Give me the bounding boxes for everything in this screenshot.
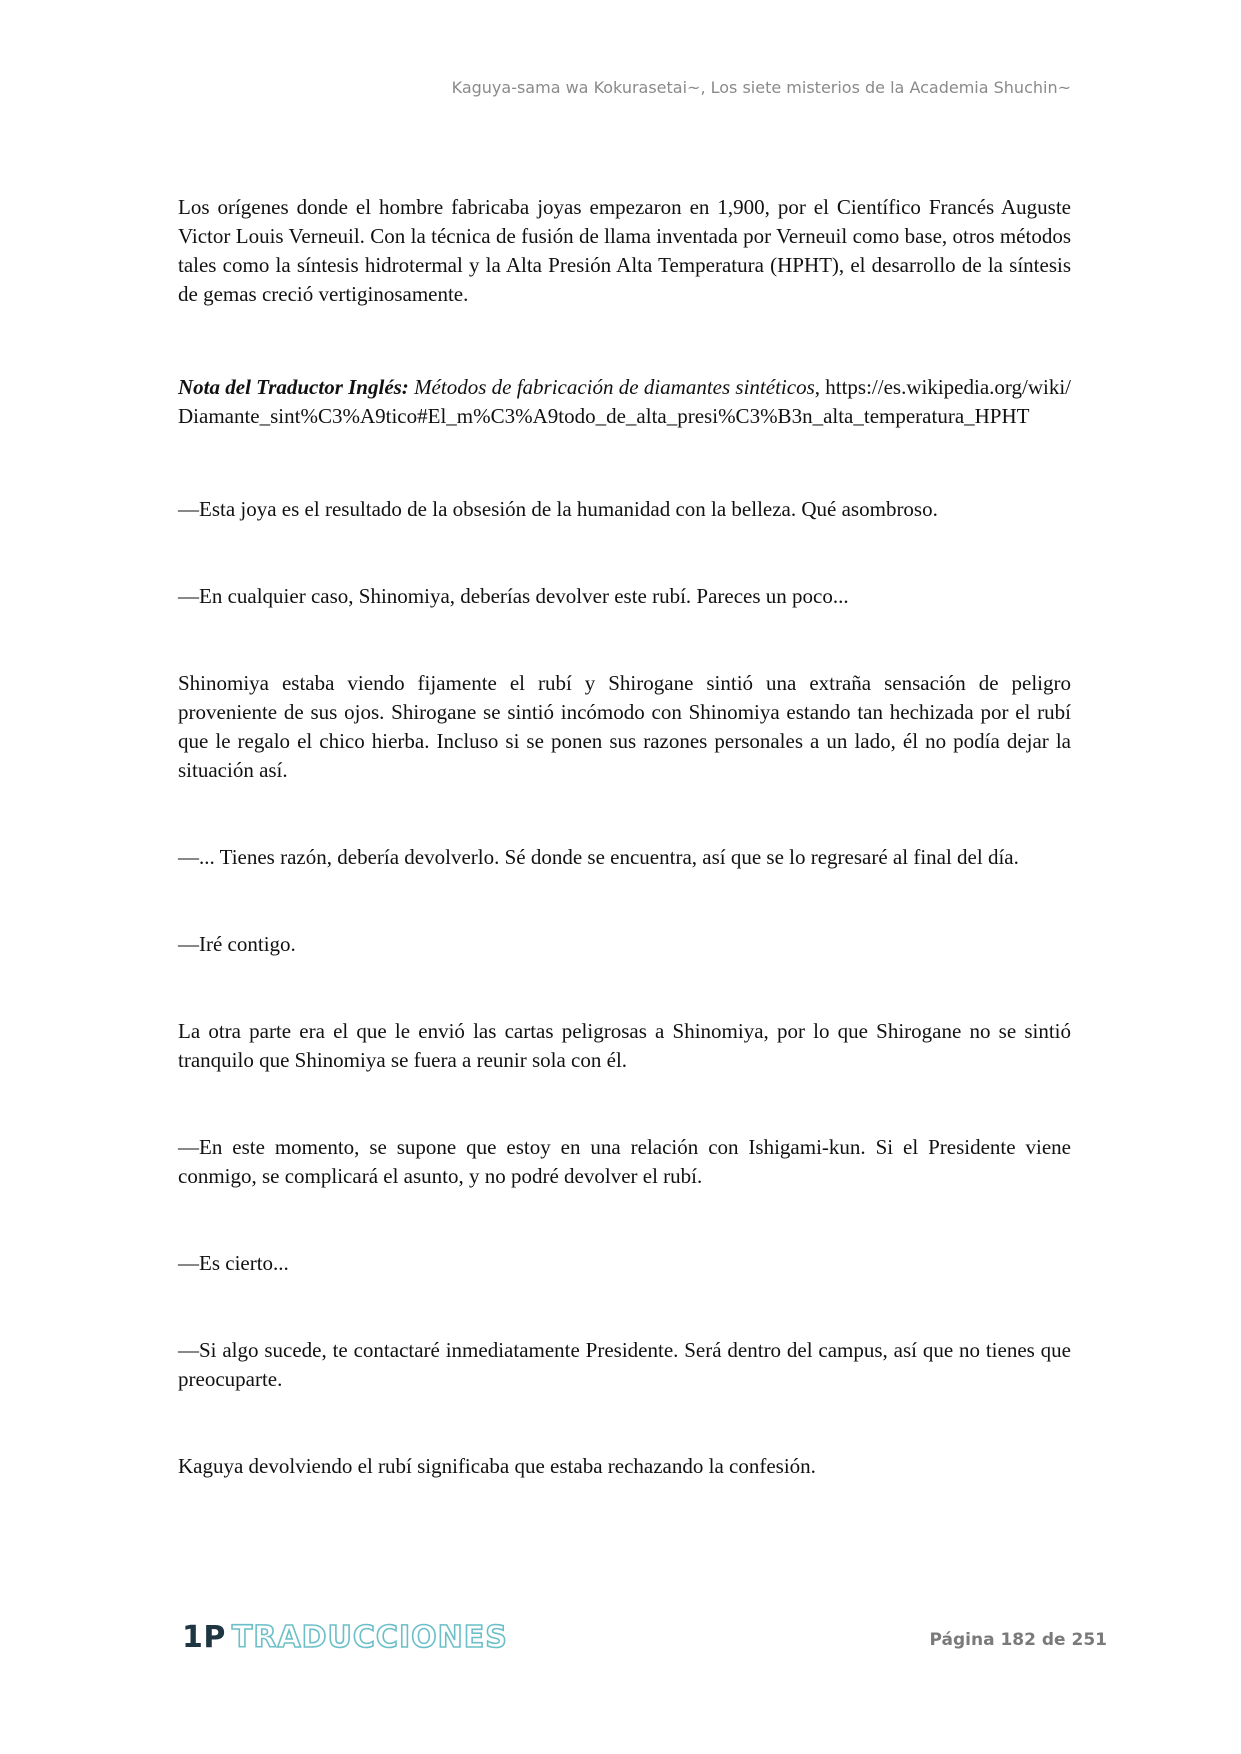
- paragraph-11: —Si algo sucede, te contactaré inmediatamente Presidente. Será dentro del campus, así que no tienes que preocuparte.: [178, 1338, 1071, 1391]
- running-header: Kaguya-sama wa Kokurasetai~, Los siete misterios de la Academia Shuchin~: [451, 78, 1071, 97]
- body-text: [178, 193, 1071, 1481]
- paragraph-8: La otra parte era el que le envió las cartas peligrosas a Shinomiya, por lo que Shirogane no se sintió tranquilo que Shinomiya se fuera a reunir sola con él.: [178, 1019, 1071, 1072]
- translator-note-title: Métodos de fabricación de diamantes sintéticos: [414, 375, 815, 399]
- logo-number: 1P: [182, 1620, 226, 1655]
- page-number: Página 182 de 251: [929, 1630, 1107, 1650]
- paragraph-3: —Esta joya es el resultado de la obsesión de la humanidad con la belleza. Qué asombroso.: [178, 497, 938, 521]
- translator-note-url[interactable]: https://es.wikipedia.org/wiki/Diamante_sint%C3%A9tico#El_m%C3%A9todo_de_alta_presi%C3%B3n_alta_temperatura_HPHT: [178, 375, 1072, 428]
- translator-note-label: Nota del Traductor Inglés:: [178, 375, 409, 399]
- paragraph-10: —Es cierto...: [178, 1251, 289, 1275]
- translator-note: Nota del Traductor Inglés: Métodos de fabricación de diamantes sintéticos, https://es.wikipedia.org/wiki/Diamante_sint%C3%A9tico#El_m%C3%A9todo_de_alta_presi%C3%B3n_alta_temperatura_HPHT: [178, 375, 1072, 428]
- paragraph-4: —En cualquier caso, Shinomiya, deberías devolver este rubí. Pareces un poco...: [178, 584, 849, 608]
- translator-group-logo: [182, 1620, 508, 1655]
- paragraph-7: —Iré contigo.: [178, 932, 296, 956]
- paragraph-5: Shinomiya estaba viendo fijamente el rubí y Shirogane sintió una extraña sensación de peligro proveniente de sus ojos. Shirogane se sintió incómodo con Shinomiya estando tan hechizada por el rubí que le regalo el chico hierba. Incluso si se ponen sus razones personales a un lado, él no podía dejar la situación así.: [178, 671, 1071, 782]
- paragraph-9: —En este momento, se supone que estoy en una relación con Ishigami-kun. Si el Presidente viene conmigo, se complicará el asunto, y no podré devolver el rubí.: [178, 1135, 1071, 1188]
- logo-word: TRADUCCIONES: [231, 1620, 508, 1655]
- paragraph-6: —... Tienes razón, debería devolverlo. Sé donde se encuentra, así que se lo regresaré al final del día.: [178, 845, 1019, 869]
- paragraph-1: Los orígenes donde el hombre fabricaba joyas empezaron en 1,900, por el Científico Francés Auguste Victor Louis Verneuil. Con la técnica de fusión de llama inventada por Verneuil como base, otros métodos tales como la síntesis hidrotermal y la Alta Presión Alta Temperatura (HPHT), el desarrollo de la síntesis de gemas creció vertiginosamente.: [178, 195, 1071, 306]
- paragraph-12: Kaguya devolviendo el rubí significaba que estaba rechazando la confesión.: [178, 1454, 816, 1478]
